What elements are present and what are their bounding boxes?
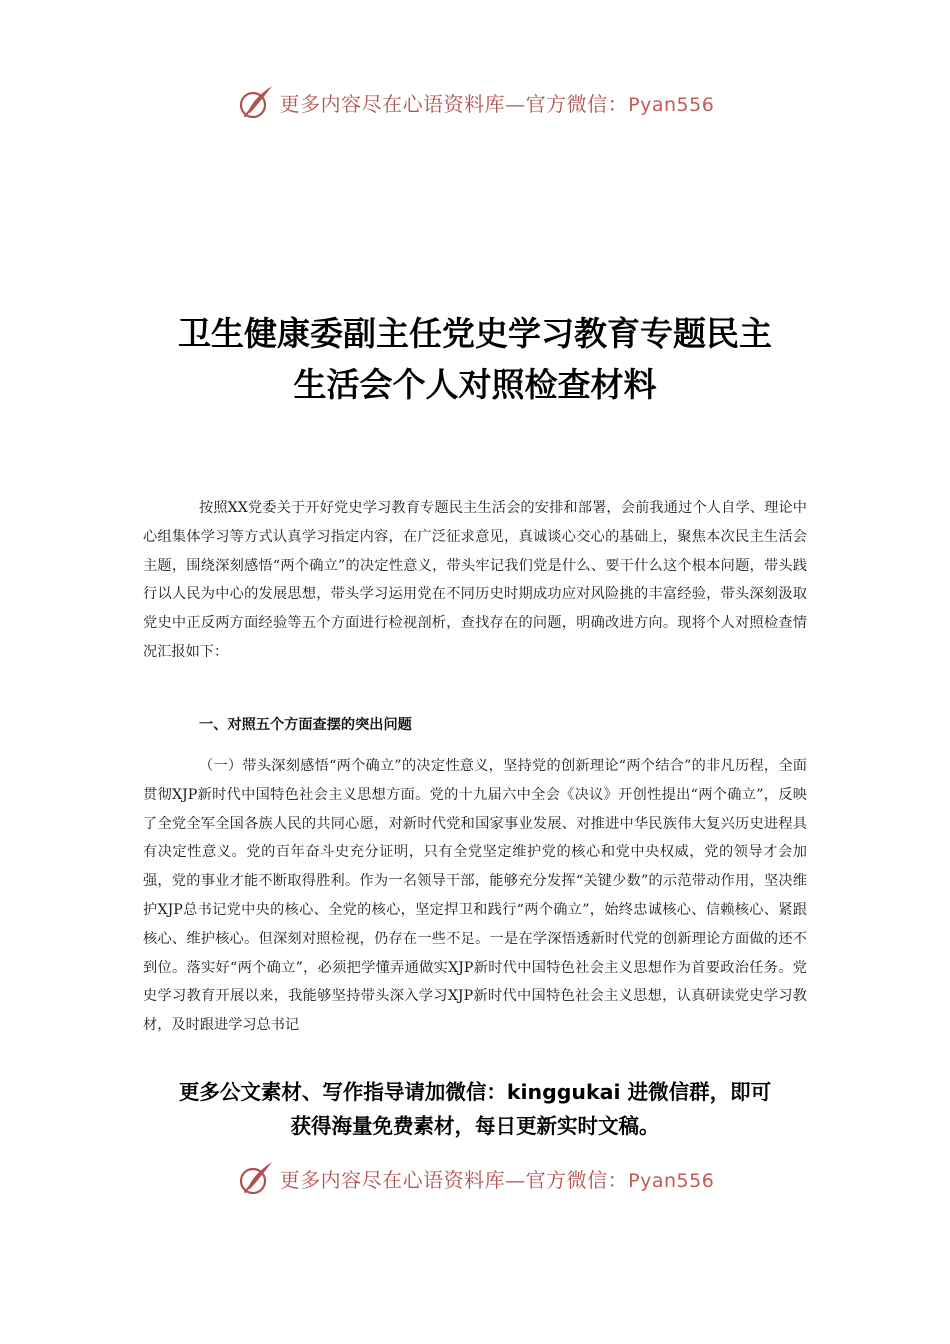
title-line-2: 生活会个人对照检查材料 xyxy=(293,365,657,404)
watermark-banner-bottom xyxy=(0,1156,950,1200)
watermark-handle: Pyan556 xyxy=(628,1169,715,1192)
watermark-banner-top xyxy=(0,80,950,124)
promo-line-2: 获得海量免费素材，每日更新实时文稿。 xyxy=(290,1114,660,1138)
intro-paragraph: 按照XX党委关于开好党史学习教育专题民主生活会的安排和部署，会前我通过个人自学、理论中心组集体学习等方式认真学习指定内容，在广泛征求意见，真诚谈心交心的基础上，聚焦本次民主生活会主题，围绕深刻感悟“两个确立”的决定性意义，带头牢记我们党是什么、要干什么这个根本问题，带头践行以人民为中心的发展思想，带头学习运用党在不同历史时期成功应对风险挑的丰富经验，带头深刻汲取党史中正反两方面经验等五个方面进行检视剖析，查找存在的问题，明确改进方向。现将个人对照检查情况汇报如下： xyxy=(143,500,807,660)
section-heading: 一、对照五个方面查摆的突出问题 xyxy=(199,717,412,733)
promo-notice xyxy=(100,1075,850,1143)
watermark-text: 更多内容尽在心语资料库—官方微信：Pyan556 xyxy=(279,1167,715,1192)
title-line-1: 卫生健康委副主任党史学习教育专题民主 xyxy=(178,314,772,353)
watermark-handle: Pyan556 xyxy=(628,93,715,116)
promo-line-1: 更多公文素材、写作指导请加微信：kinggukai 进微信群，即可 xyxy=(178,1080,772,1104)
section-paragraph: （一）带头深刻感悟“两个确立”的决定性意义，坚持党的创新理论“两个结合”的非凡历程，全面贯彻XJP新时代中国特色社会主义思想方面。党的十九届六中全会《决议》开创性提出“两个确立”，反映了全党全军全国各族人民的共同心愿，对新时代党和国家事业发展、对推进中华民族伟大复兴历史进程具有决定性意义。党的百年奋斗史充分证明，只有全党坚定维护党的核心和党中央权威，党的领导才会加强，党的事业才能不断取得胜利。作为一名领导干部，能够充分发挥“关键少数”的示范带动作用，坚决维护XJP总书记党中央的核心、全党的核心，坚定捍卫和践行“两个确立”，始终忠诚核心、信赖核心、紧跟核心、维护核心。但深刻对照检视，仍存在一些不足。一是在学深悟透新时代党的创新理论方面做的还不到位。落实好“两个确立”，必须把学懂弄通做实XJP新时代中国特色社会主义思想作为首要政治任务。党史学习教育开展以来，我能够坚持带头深入学习XJP新时代中国特色社会主义思想，认真研读党史学习教材，及时跟进学习总书记 xyxy=(143,758,807,1034)
quill-logo-icon xyxy=(236,1158,276,1198)
quill-logo-icon xyxy=(236,82,276,122)
document-title xyxy=(100,308,850,410)
watermark-text: 更多内容尽在心语资料库—官方微信：Pyan556 xyxy=(279,91,715,116)
